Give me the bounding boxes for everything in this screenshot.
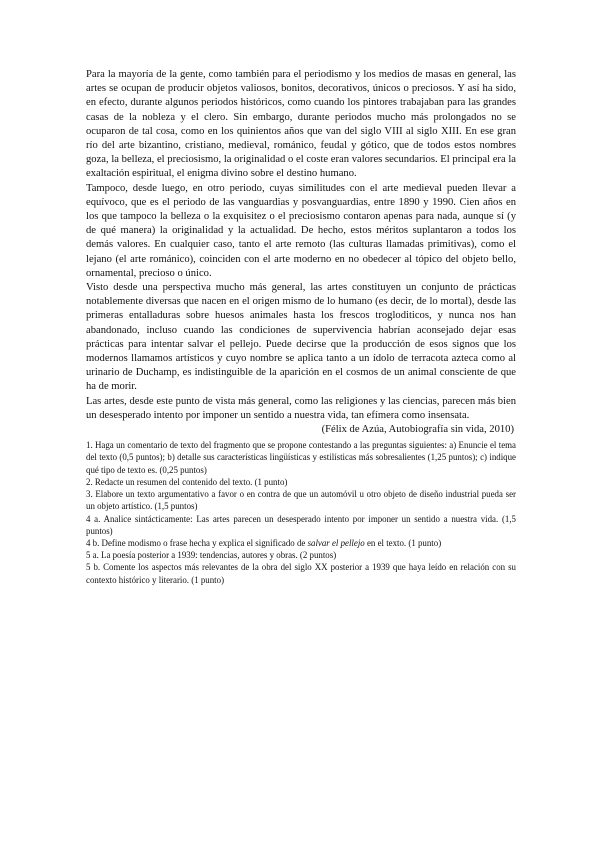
text-paragraph-3: Visto desde una perspectiva mucho más general, las artes constituyen un conjunto de prácticas notablemente diversas que nacen en el origen mismo de lo humano (es decir, de lo mortal), desde las primeras entalladuras sobre huesos animales hasta los frescos trogloditicos, y nunca nos han abandonado, incluso cuando las condiciones de supervivencia habrían aconsejado dejar esas prácticas para intentar salvar el pellejo. Puede decirse que la producción de esos signos que los modernos llamamos artísticos y cuyo nombre se aplica tanto a un ídolo de terracota azteca como al urinario de Duchamp, es indistinguible de la aparición en el cosmos de un animal consciente de que ha de morir. [86, 282, 516, 393]
question-4b-idiom: salvar el pellejo [307, 537, 365, 548]
text-paragraph-1: Para la mayoría de la gente, como también para el periodismo y los medios de masas en general, las artes se ocupan de producir objetos valiosos, bonitos, decorativos, únicos o preciosos. Y así ha sido, en efecto, durante algunos periodos históricos, como cuando los pintores trabajaban para las grandes casas de la nobleza y el clero. Sin embargo, durante periodos mucho más prolongados no se ocuparon de tal cosa, como en los quinientos años que van del siglo VIII al siglo XIII. En ese gran río del arte bizantino, cristiano, medieval, románico, feudal y gótico, que de todos estos nombres goza, la belleza, el preciosismo, la originalidad o el coste eran valores secundarios. El principal era la exaltación espiritual, el enigma divino sobre el destino humano. [86, 69, 516, 180]
question-5b: 5 b. Comente los aspectos más relevantes de la obra del siglo XX posterior a 1939 que haya leído en relación con su contexto histórico y literario. (1 punto) [86, 562, 516, 585]
citation: (Félix de Azúa, Autobiografía sin vida, 2010) [321, 424, 514, 436]
question-1: 1. Haga un comentario de texto del fragmento que se propone contestando a las preguntas siguientes: a) Enuncie el tema del texto (0,5 puntos); b) detalle sus características lingüísticas y estilísticas más sobresalientes (1,25 puntos); c) indique qué tipo de texto es. (0,25 puntos) [86, 440, 516, 475]
question-4a: 4 a. Analice sintácticamente: Las artes parecen un desesperado intento por imponer un sentido a nuestra vida. (1,5 puntos) [86, 513, 516, 536]
exam-questions [86, 439, 516, 585]
document-page [86, 68, 516, 586]
text-paragraph-4: Las artes, desde este punto de vista más general, como las religiones y las ciencias, parecen más bien un desesperado intento por imponer un sentido a nuestra vida, tan efímera como insensata. [86, 395, 516, 421]
question-3: 3. Elabore un texto argumentativo a favor o en contra de que un automóvil u otro objeto de diseño industrial pueda ser un objeto artístico. (1,5 puntos) [86, 489, 516, 512]
question-2: 2. Redacte un resumen del contenido del texto. (1 punto) [86, 476, 288, 487]
question-4b-text-end: en el texto. (1 punto) [364, 537, 442, 548]
text-paragraph-2: Tampoco, desde luego, en otro periodo, cuyas similitudes con el arte medieval pueden llevar a equívoco, que es el periodo de las vanguardias y posvanguardias, entre 1890 y 1990. Cien años en los que tampoco la belleza o la exquisitez o el preciosismo contaron apenas para nada, aunque sí (y de qué manera) la originalidad y la actualidad. De hecho, estos méritos suplantaron a todos los demás valores. En cualquier caso, tanto el arte remoto (las culturas llamadas primitivas), como el lejano (el arte románico), coinciden con el arte moderno en no obedecer al tópico del objeto bello, ornamental, precioso o único. [86, 182, 516, 279]
question-4b-text-start: 4 b. Define modismo o frase hecha y explica el significado de [86, 537, 308, 548]
question-4b [86, 537, 516, 549]
question-5a: 5 a. La poesía posterior a 1939: tendencias, autores y obras. (2 puntos) [86, 550, 337, 561]
